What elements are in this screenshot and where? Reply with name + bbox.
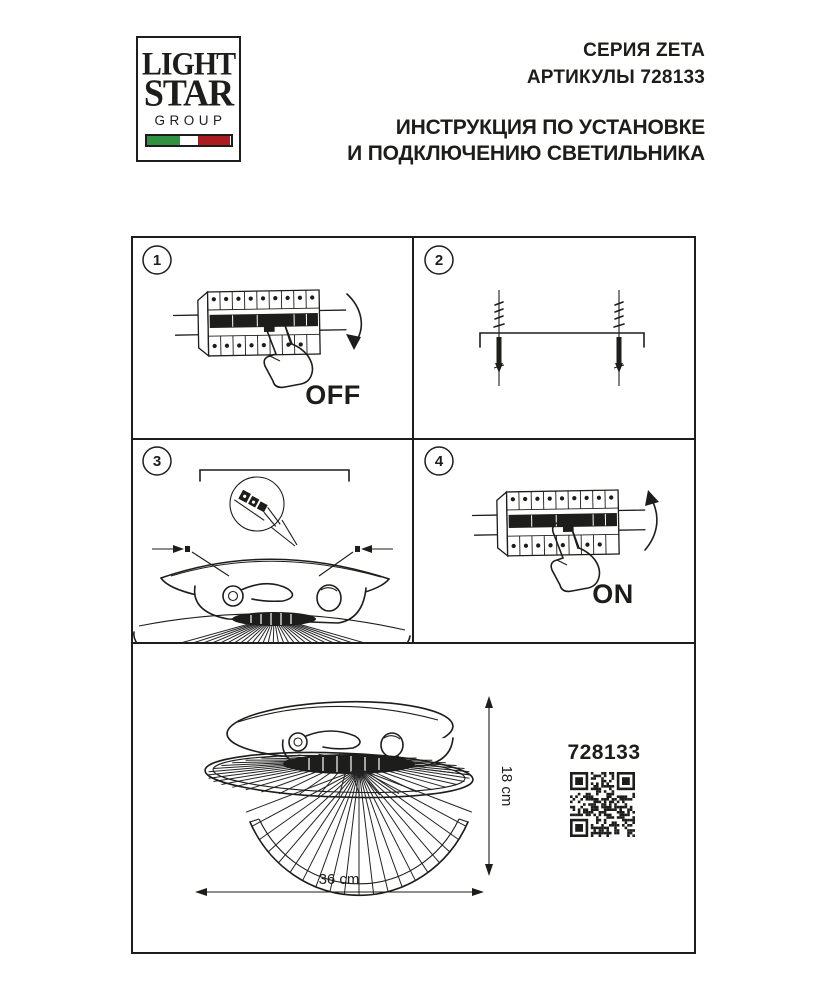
step-number: 3 [152, 453, 162, 470]
on-label: ON [592, 579, 634, 609]
qr-code [570, 772, 635, 837]
logo-word-group: GROUP [154, 113, 227, 128]
header-text-block [347, 37, 705, 167]
steps-grid [131, 236, 696, 954]
lightstar-logo [136, 36, 241, 162]
step-1-panel [133, 238, 414, 440]
step-3-panel [133, 440, 414, 644]
flag-green [147, 136, 181, 145]
curved-arrow-down-icon [347, 294, 361, 340]
bracket-line [200, 470, 349, 481]
product-illustration [133, 644, 694, 952]
circuit-breaker-illustration [173, 290, 346, 357]
height-dimension [485, 696, 515, 876]
instruction-title [347, 115, 705, 167]
height-label: 18 cm [498, 765, 515, 807]
step-2-panel [414, 238, 694, 440]
terminal-block-icon [232, 488, 286, 527]
step-4-panel [414, 440, 694, 644]
step-2-illustration [414, 238, 694, 438]
lamp-shade-illustration [134, 612, 410, 642]
mounting-bracket-illustration [480, 290, 644, 386]
curved-arrow-up-icon [645, 500, 657, 550]
shade-hub [283, 754, 415, 774]
step-number: 2 [434, 252, 444, 269]
step-1-illustration [133, 238, 412, 438]
screw-icon [494, 302, 624, 327]
off-label: OFF [305, 380, 361, 410]
wall-anchor-icon [495, 337, 623, 373]
step-3-illustration [133, 440, 412, 642]
article-number: 728133 [567, 741, 641, 764]
width-label: 36 cm [318, 871, 360, 888]
step-number: 1 [152, 252, 162, 269]
terminal-block-callout [230, 477, 297, 546]
product-panel [133, 644, 694, 952]
logo-word-star: STAR [143, 71, 234, 114]
logo-word-light: LIGHT [141, 46, 236, 83]
step-4-illustration [414, 440, 694, 642]
step-number: 4 [434, 453, 444, 470]
series-label: СЕРИЯ ZETA [583, 40, 705, 61]
instruction-title-line1: ИНСТРУКЦИЯ ПО УСТАНОВКЕ [395, 116, 705, 139]
articles-label: АРТИКУЛЫ 728133 [526, 67, 705, 88]
flag-red [198, 136, 231, 145]
italian-flag-stripe [145, 134, 233, 147]
qr-code-modules [570, 772, 635, 837]
instruction-title-line2: И ПОДКЛЮЧЕНИЮ СВЕТИЛЬНИКА [347, 142, 705, 165]
flag-white [180, 136, 198, 145]
width-dimension [195, 871, 484, 896]
